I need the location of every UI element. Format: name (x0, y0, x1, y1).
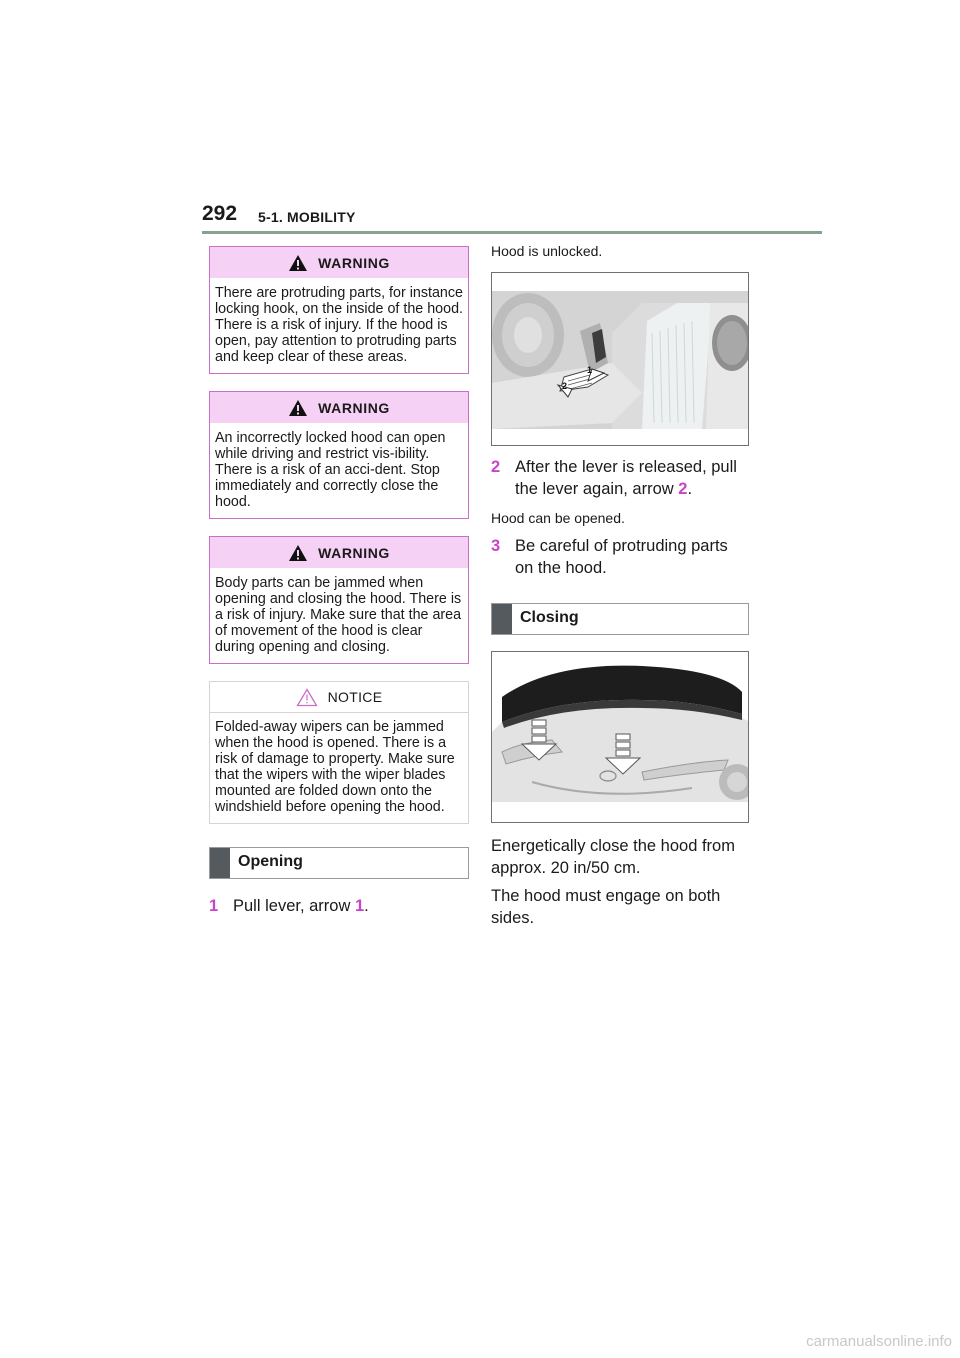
step-3 (491, 535, 749, 579)
closing-paragraph-1: Energetically close the hood from approx. 20 in/50 cm. (491, 837, 735, 877)
warning-header (210, 247, 468, 278)
notice-header (210, 682, 468, 713)
arrow-reference: 2 (678, 480, 688, 498)
notice-box (209, 681, 469, 824)
closing-paragraph-2: The hood must engage on both sides. (491, 887, 721, 927)
step-number: 1 (209, 897, 219, 915)
closing-figure (491, 651, 749, 823)
warning-triangle-icon (288, 544, 308, 562)
lever-illustration (492, 273, 749, 446)
closing-illustration (492, 652, 749, 823)
step-text: After the lever is released, pull the lever again, arrow 2. (515, 458, 737, 498)
warning-header (210, 537, 468, 568)
arrow-label-2: 2 (562, 381, 568, 391)
opening-heading (209, 847, 469, 879)
page-header (0, 0, 960, 240)
heading-bar (492, 604, 512, 634)
step-2 (491, 456, 749, 500)
hood-opened-note: Hood can be opened. (491, 510, 625, 526)
section-title: 5-1. MOBILITY (258, 209, 356, 225)
watermark: carmanualsonline.info (806, 1333, 952, 1350)
step-number: 3 (491, 537, 501, 555)
arrow-reference: 1 (354, 897, 365, 915)
opening-heading-label: Opening (238, 853, 303, 870)
warning-header (210, 392, 468, 423)
arrow-label-1: 1 (587, 365, 593, 375)
heading-bar (210, 848, 230, 878)
step-1 (209, 895, 469, 917)
warning-text: There are protruding parts, for instance locking hook, on the inside of the hood. There is a risk of injury. If the hood is open, pay attention to protruding parts and keep clear of these areas. (215, 285, 463, 365)
page-number: 292 (202, 202, 238, 225)
notice-triangle-icon (296, 688, 318, 707)
left-column (209, 246, 469, 926)
right-column (491, 242, 749, 935)
warning-box-2 (209, 391, 469, 519)
warning-box-1 (209, 246, 469, 374)
hood-unlocked-note: Hood is unlocked. (491, 243, 603, 259)
lever-figure (491, 272, 749, 446)
step-text: Be careful of protruding parts on the hood. (515, 537, 728, 577)
step-text: Pull lever, arrow 1. (233, 897, 369, 915)
warning-title: WARNING (318, 399, 390, 416)
warning-text: Body parts can be jammed when opening and closing the hood. There is a risk of injury. Make sure that the area of movement of the hood is clear during opening and closing. (215, 575, 462, 655)
notice-title: NOTICE (327, 689, 383, 705)
closing-heading (491, 603, 749, 635)
warning-text: An incorrectly locked hood can open while driving and restrict vis-ibility. There is a risk of an acci-dent. Stop immediately and correctly close the hood. (215, 430, 446, 510)
notice-text: Folded-away wipers can be jammed when the hood is opened. There is a risk of damage to property. Make sure that the wipers with the wiper blades mounted are folded down onto the windshield before opening the hood. (215, 719, 455, 815)
closing-heading-label: Closing (520, 609, 579, 626)
warning-triangle-icon (288, 399, 308, 417)
header-rule (202, 231, 822, 234)
warning-title: WARNING (318, 544, 390, 561)
step-number: 2 (491, 458, 501, 476)
warning-title: WARNING (318, 254, 390, 271)
warning-box-3 (209, 536, 469, 664)
warning-triangle-icon (288, 254, 308, 272)
